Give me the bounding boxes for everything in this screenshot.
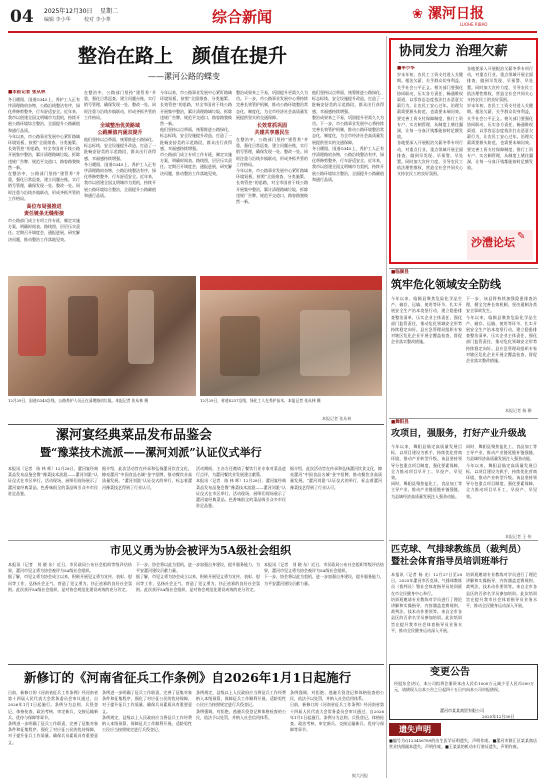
lead-subhead: 全域整治优美路域 [99,123,140,130]
lead-subhead: 责任链条无缝衔接 [23,210,64,217]
opinion-text: 各地要深入开展根治欠薪冬季专项行动，对重点行业、重点领域开展全面排查，做到早发现、早预警、早处置。同时加大宣传力度，引导农民工依法理性维权，营造全社会共同关心支持农民工的良好氛围。 [397,140,463,177]
lead-paragraph: 今年以来，市公路事业发展中心紧盯路域环境短板，按照“全面排查、分类施策、长效管控”的思路，对全市国省干线公路开展集中整治，累计清理路域垃圾、拆除违规广告牌、规范平交道口，路容路貌焕然一新。 [160,90,232,127]
project-text: 同时，舞阳县聚焦盐化工、食品加工等主导产业，推动产业链延链补链强链，为县域经济高质量发展注入强劲动能。 [466,444,537,462]
court-text: 培训班邀请专业教练对学员进行了理论讲解和实操指导，内容涵盖竞赛规则、裁判法、技术动作要领等。来自全市各县区的百余名学员参加培训。此次培训旨在提升我市社会体育指导员业务水平，推动全民健身运动深入开展。 [391,596,462,633]
opinion-text: 各地要深入开展根治欠薪冬季专项行动，对重点行业、重点领域开展全面排查，做到早发现、早预警、早处置。同时加大宣传力度，引导农民工依法理性维权，营造全社会共同关心支持农民工的良好氛围。 [467,66,533,103]
section-title: 综合新闻 [212,8,273,26]
masthead-rule [8,31,537,33]
food-title: 漯河宴经典菜品发布品鉴会 [56,428,213,443]
lost-notice-title: 遗失声明 [389,723,441,736]
court-byline: 本报讯（记者 杨 光）12月27日至28日，2025年漯河市匹克球、气排球教练员（裁判员）暨社会体育指导员培训班在市全民健身中心举行。 [391,572,462,596]
lead-paragraph: 在整治中，公路部门坚持“建管养”并重，强化日常巡查，建立问题台账，实行销号管理，确保发现一处、整改一处。同时注重与沿线乡镇联动，形成齐抓共管的工作格局。 [8,170,80,201]
project-text: 同时，舞阳县聚焦盐化工、食品加工等主导产业，推动产业链延链补链强链，为县域经济高质量发展注入强劲动能。 [391,481,462,499]
opinion-box [389,38,538,264]
paper-name: 漯河日报 [428,6,484,22]
lead-paragraph: 冬日暖阳，国道G345上，养护工人正有序清理路肩杂物，公路沿线整洁有序，绿化带修剪整齐，行车舒适安全。近年来，我市以创建全国文明城市为契机，持续开展公路环境综合整治，全面提升公路颜值和通行品质。 [312,145,384,182]
food-text: 活动期间，主办方还邀请了餐饮行业专家对菜品进行点评，为漯河餐饮业发展建言献策。 [196,466,286,478]
lead-subhead: 高位布局强推进 [26,203,62,210]
lead-paragraph: 他们坚持以点带面，统筹推进公路绿化、标志标线、安全设施提升改造，打造了一批畅安舒美的示范路段，群众出行获得感、幸福感持续增强。 [160,127,232,151]
fire-text: 今年以来，临颍县聚焦危险化学品生产、储存、运输、使用等环节，扎实开展安全生产治本攻坚行动，建立隐患排查整治清单，压实企业主体责任，强化部门监管责任，推动危化领域安全形势持续稳定向好。县应急管理局组织专家对辖区危化企业开展全覆盖检查，督促企业落实整改措施。 [391,296,462,345]
fire-title: 筑牢危化领域安全防线 [391,278,501,291]
lead-credit: 本报记者 张从林 [322,416,352,421]
opinion-author: ■李小华 [397,66,415,71]
food-text: 据介绍，此次活动旨在传承和弘扬漯河饮食文化，擦亮漯河“中国食品名城”金字招牌，推动餐饮业高质量发展。“漯河刘派”认证仪式的举行，标志着漯河豫菜技艺得到了行业认可。 [102,466,192,490]
lead-paragraph: 市公路部门成立专项工作专班，制定实施方案，明确时间表、路线图，层层压实责任。定期召开调度会，通报进展，研究解决问题，推动整治工作落地见效。 [8,217,80,242]
opinion-title: 协同发力 治理欠薪 [399,44,508,59]
hero-text: 本报讯（记者 刘 晓 东）近日，市民政局公布社会组织等级评估结果，漯河市见义勇为协会被评为5A级社会组织。 [264,562,384,574]
project-text: 今年以来，舞阳县锚定高质量发展目标，以项目建设为抓手，持续优化营商环境，推动产业转型升级。该县坚持领导分包重点项目制度，强化要素保障，全力推动项目早开工、早投产、早见效。 [391,444,462,481]
change-notice [389,664,538,720]
project-credit: 本报记者 王 伟 [505,534,532,539]
regulation-credit: 据大河报 [352,773,368,778]
pen-icon: ✎ [517,231,526,242]
masthead [8,6,537,30]
column-logo-text: 沙澧论坛 [471,236,515,249]
hero-title: 市见义勇为协会被评为5A级社会组织 [110,544,292,557]
food-subtitle: 暨“豫菜技术流派——漯河刘派”认证仪式举行 [40,446,262,459]
hero-text: 下一步，协会将以此为契机，进一步加强自身建设，提升服务能力，为平安漯河建设贡献力量。 [264,574,384,586]
lead-paragraph: 今年以来，市公路事业发展中心紧盯路域环境短板，按照“全面排查、分类施策、长效管控”的思路，对全市国省干线公路开展集中整治，累计清理路域垃圾、拆除违规广告牌、规范平交道口，路容路貌焕然一新。 [8,133,80,170]
page-number: 04 [10,7,34,27]
change-notice-title: 变更公告 [430,667,470,678]
opinion-text: 岁末年初，农民工工资支付进入关键期。根治欠薪，关乎群众切身利益，关乎社会公平正义。相关部门要强化协同联动，压实各方责任，畅通维权渠道，以零容忍态度依法打击恶意欠薪行为，让农民工安心过年。治理欠薪需要源头防范，也需要末端问效。要完善工资支付保障制度，推行工资专户、实名制管理，从制度上堵住漏洞，让每一分血汗钱都能按时足额发放。 [467,103,533,171]
regulation-text: 条例规定，县级以上人民政府应当将征兵工作经费纳入本级预算，保障征兵工作顺利开展。适龄男性公民应当按照规定进行兵役登记。 [102,714,192,733]
lead-paragraph: 冬日暖阳，国道G345上，养护工人正有序清理路肩杂物，公路沿线整洁有序，绿化带修剪整齐，行车舒适安全。近年来，我市以创建全国文明城市为契机，持续开展公路环境综合整治，全面提升公路颜值和通行品质。 [84,161,156,198]
project-text: 今年以来，舞阳县锚定高质量发展目标，以项目建设为抓手，持续优化营商环境，推动产业转型升级。该县坚持领导分包重点项目制度，强化要素保障，全力推动项目早开工、早投产、早见效。 [466,462,537,499]
lead-paragraph: 他们坚持以点带面，统筹推进公路绿化、标志标线、安全设施提升改造，打造了一批畅安舒美的示范路段，群众出行获得感、幸福感持续增强。 [312,90,384,114]
column-logo [467,230,533,260]
food-byline: 本报讯（记者 陈 林 辉）12月28日，漯河宴经典菜品发布品鉴会暨“豫菜技术流派——漯河刘派”认证仪式在市区举行。活动现场，厨师们现场展示了漯河宴经典菜品，色香味俱全的菜品吸引众多市民驻足品鉴。 [8,466,98,496]
regulation-text: 条例强调，对拒绝、逃避兵役登记和体格检查的公民，依法予以处罚，并纳入社会信用体系。 [196,708,286,720]
lead-subhead: 长效常抓巩固 [256,123,287,130]
lead-paragraph: 在整治中，公路部门坚持“建管养”并重，强化日常巡查，建立问题台账，实行销号管理，确保发现一处、整改一处。同时注重与沿线乡镇联动，形成齐抓共管的工作格局。 [236,137,308,167]
paper-pinyin: LUOHE RIBAO [460,22,488,27]
lead-byline: ■本报记者 张从林 [8,90,46,95]
regulation-text: 条例规定，县级以上人民政府应当将征兵工作经费纳入本级预算，保障征兵工作顺利开展。适龄男性公民应当按照规定进行兵役登记。 [196,690,286,708]
change-notice-company: 漯河市某某商贸有限公司 [440,708,484,713]
lead-paragraph: 市公路部门成立专项工作专班，制定实施方案，明确时间表、路线图，层层压实责任。定期召开调度会，通报进展，研究解决问题，推动整治工作落地见效。 [160,152,232,176]
regulation-text: 条例进一步明确了征兵工作职责，完善了征集对象条件和征集程序，强化了对应征公民的优待保障，对于提升征兵工作质量、确保兵员素质具有重要意义。 [8,721,98,745]
regulation-text: 日前，新修订的《河南省征兵工作条例》经河南省第十四届人民代表大会常务委员会审议通过，自2026年1月1日起施行。条例分为总则、兵役登记、体格检查、政治考核、审定新兵、交接运输新兵、优待与保障等章节。 [290,702,384,733]
fire-text: 今年以来，临颍县聚焦危险化学品生产、储存、运输、使用等环节，扎实开展安全生产治本攻坚行动，建立隐患排查整治清单，压实企业主体责任，强化部门监管责任，推动危化领域安全形势持续稳定向好。县应急管理局组织专家对辖区危化企业开展全覆盖检查，督促企业落实整改措施。 [466,314,537,364]
regulation-title: 新修订的《河南省征兵工作条例》自2026年1月1日起施行 [24,670,352,685]
regulation-text: 条例进一步明确了征兵工作职责，完善了征集对象条件和征集程序，强化了对应征公民的优待保障，对于提升征兵工作质量、确保兵员素质具有重要意义。 [102,690,192,714]
fire-kicker: ■临颍县 [391,270,409,275]
lead-photo-1 [8,276,196,396]
regulation-text: 日前，新修订的《河南省征兵工作条例》经河南省第十四届人民代表大会常务委员会审议通过，自2026年1月1日起施行。条例分为总则、兵役登记、体格检查、政治考核、审定新兵、交接运输新兵、优待与保障等章节。 [8,690,98,720]
issue-date: 2025年12月30日 [44,8,93,15]
regulation-text: 条例强调，对拒绝、逃避兵役登记和体格检查的公民，依法予以处罚，并纳入社会信用体系。 [290,690,384,702]
change-notice-text: 经股东会决议，本公司拟将注册资本由人民币1000万元减少至人民币500万元，请债权人自本公告之日起四十五日内向本公司申报债权。 [394,681,534,693]
lead-column-5 [312,90,384,275]
lost-notice-text: ■编号为Q123456789的出生医学证明遗失，声明作废。■漯河市源汇区某某商店营业执照副本遗失，声明作废。■王某某的机动车行驶证遗失，声明作废。 [389,738,537,750]
hero-byline: 本报讯（记者 刘 晓 东）近日，市民政局公布社会组织等级评估结果，漯河市见义勇为协会被评为5A级社会组织。 [8,562,132,574]
lead-paragraph: 今年以来，市公路事业发展中心紧盯路域环境短板，按照“全面排查、分类施策、长效管控”的思路，对全市国省干线公路开展集中整治，累计清理路域垃圾、拆除违规广告牌、规范平交道口，路容路貌焕然一新。 [236,168,308,205]
opinion-text: 岁末年初，农民工工资支付进入关键期。根治欠薪，关乎群众切身利益，关乎社会公平正义。相关部门要强化协同联动，压实各方责任，畅通维权渠道，以零容忍态度依法打击恶意欠薪行为，让农民工安心过年。治理欠薪需要源头防范，也需要末端问效。要完善工资支付保障制度，推行工资专户、实名制管理，从制度上堵住漏洞，让每一分血汗钱都能按时足额发放。 [397,72,463,140]
lead-paragraph: 在整治中，公路部门坚持“建管养”并重，强化日常巡查，建立问题台账，实行销号管理，确保发现一处、整改一处。同时注重与沿线乡镇联动，形成齐抓共管的工作格局。 [84,90,156,120]
change-notice-date: 2025年12月30日 [482,714,515,719]
photo-caption-1: 12月29日，国道G345沿线，公路养护人员正在清理路肩垃圾。本报记者 张从林 摄 [8,398,149,403]
lead-paragraph: 整治成果来之不易，巩固提升更需久久为功。下一步，市公路事业发展中心将持续完善长效管护机制，推动公路环境整治常态化、制度化，为全市经济社会高质量发展提供坚实的交通保障。 [236,90,308,120]
editor: 编辑 李小华 [44,17,71,23]
court-subtitle: 暨社会体育指导员培训班举行 [391,557,509,567]
photo-caption-2: 12月29日，省道S237沿线，绿化工人在养护苗木。本报记者 张从林 摄 [200,398,321,403]
weekday: 星期二 [100,8,119,15]
hero-text: 据了解，市见义勇为协会成立以来，积极开展见义勇为宣传、表彰、慰问等工作，弘扬社会正气，营造了见义勇为、扶正祛邪的良好社会氛围。此次获评5A级社会组织，是对协会规范化建设成效的充分肯定。 [136,574,260,592]
lead-column-2 [84,90,156,275]
food-text: 本报讯（记者 陈 林 辉）12月28日，漯河宴经典菜品发布品鉴会暨“豫菜技术流派——漯河刘派”认证仪式在市区举行。活动现场，厨师们现场展示了漯河宴经典菜品，色香味俱全的菜品吸引众多市民驻足品鉴。 [196,478,286,509]
lead-subtitle: ——漯河公路的蝶变 [148,72,220,81]
lost-notice [389,723,538,779]
lead-paragraph: 冬日暖阳，国道G345上，养护工人正有序清理路肩杂物，公路沿线整洁有序，绿化带修剪整齐，行车舒适安全。近年来，我市以创建全国文明城市为契机，持续开展公路环境综合整治，全面提升公路颜值和通行品质。 [8,96,80,133]
court-text: 培训班邀请专业教练对学员进行了理论讲解和实操指导，内容涵盖竞赛规则、裁判法、技术动作要领等。来自全市各县区的百余名学员参加培训。此次培训旨在提升我市社会体育指导员业务水平，推动全民健身运动深入开展。 [466,572,537,609]
hero-text: 下一步，协会将以此为契机，进一步加强自身建设，提升服务能力，为平安漯河建设贡献力量。 [136,562,260,574]
lead-column-1 [8,90,80,275]
proofreader: 校对 李小華 [84,17,111,23]
lead-subhead: 共建共享惠民生 [254,130,290,137]
lead-photo-2 [200,276,382,396]
paper-logo-icon: ❀ [412,7,423,22]
lead-paragraph: 整治成果来之不易，巩固提升更需久久为功。下一步，市公路事业发展中心将持续完善长效管护机制，推动公路环境整治常态化、制度化，为全市经济社会高质量发展提供坚实的交通保障。 [312,114,384,145]
court-title: 匹克球、气排球教练员（裁判员） [391,545,527,555]
fire-text: 下一步，该县将持续加强隐患排查治理，健全完善长效机制，坚决遏制各类安全事故发生。 [466,296,537,314]
lead-title: 整治在路上 颜值在提升 [78,45,288,67]
lead-column-3 [160,90,232,275]
hero-text: 据了解，市见义勇为协会成立以来，积极开展见义勇为宣传、表彰、慰问等工作，弘扬社会正气，营造了见义勇为、扶正祛邪的良好社会氛围。此次获评5A级社会组织，是对协会规范化建设成效的充分肯定。 [8,574,132,592]
lead-column-4 [236,90,308,275]
lead-paragraph: 他们坚持以点带面，统筹推进公路绿化、标志标线、安全设施提升改造，打造了一批畅安舒美的示范路段，群众出行获得感、幸福感持续增强。 [84,137,156,161]
fire-credit: 本报记者 杨 柳 [505,408,532,413]
project-title: 攻项目，强服务，打好产业升级战 [391,429,527,439]
food-text: 据介绍，此次活动旨在传承和弘扬漯河饮食文化，擦亮漯河“中国食品名城”金字招牌，推动餐饮业高质量发展。“漯河刘派”认证仪式的举行，标志着漯河豫菜技艺得到了行业认可。 [290,466,382,490]
lead-subhead: 公路颜值内涵双提升 [97,130,143,137]
project-kicker: ■舞阳县 [391,420,409,425]
